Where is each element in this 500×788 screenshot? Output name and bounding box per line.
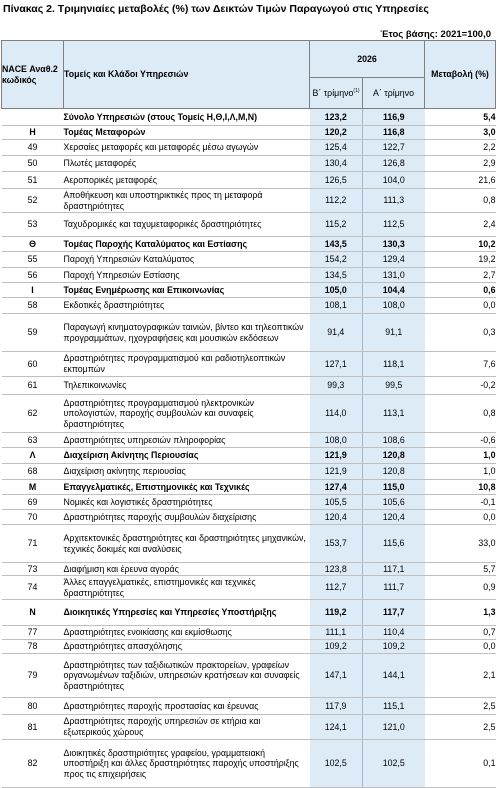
quarter-b-value-cell: 127,4 [310,480,363,495]
quarter-b-value-cell: 123,2 [310,109,363,126]
nace-code-cell: 52 [2,189,64,213]
quarter-a-value-cell: 120,8 [363,448,425,464]
quarter-b-value-cell: 154,2 [310,252,363,268]
quarter-b-value-cell: 91,4 [310,314,363,352]
quarter-a-value-cell: 108,6 [363,433,425,448]
quarter-b-value-cell: 114,0 [310,395,363,433]
quarter-a-value-cell: 99,5 [363,377,425,395]
quarter-a-value-cell: 117,1 [363,563,425,576]
change-value-cell: -0,2 [425,377,496,395]
quarter-b-value-cell: 126,5 [310,172,363,189]
quarter-b-value-cell: 153,7 [310,525,363,563]
header-quarter-b-note: (1) [353,87,360,94]
quarter-a-value-cell: 115,6 [363,525,425,563]
nace-code-cell: 69 [2,495,64,510]
table-row [2,268,496,283]
quarter-a-value-cell: 111,3 [363,189,425,213]
table-row [2,213,496,237]
quarter-b-value-cell: 112,7 [310,576,363,600]
sector-name-cell: Δραστηριότητες παροχής υπηρεσιών σε κτήρια και εξωτερικούς χώρους [64,715,310,740]
nace-code-cell: 73 [2,563,64,576]
sector-name-cell: Διοικητικές Υπηρεσίες και Υπηρεσίες Υποστήριξης [64,600,310,626]
quarter-a-value-cell: 120,4 [363,510,425,525]
sector-name-cell: Τηλεπικοινωνίες [64,377,310,395]
quarter-b-value-cell: 143,5 [310,237,363,252]
quarter-a-value-cell: 122,7 [363,140,425,156]
change-value-cell: 5,7 [425,563,496,576]
quarter-b-value-cell: 120,2 [310,126,363,140]
quarter-b-value-cell: 105,5 [310,495,363,510]
table-row [2,109,496,126]
quarter-a-value-cell: 91,1 [363,314,425,352]
quarter-a-value-cell: 116,8 [363,126,425,140]
change-value-cell: 2,5 [425,715,496,740]
sector-name-cell: Πλωτές μεταφορές [64,156,310,172]
quarter-a-value-cell: 108,0 [363,298,425,314]
change-value-cell: 0,8 [425,189,496,213]
table-row [2,283,496,298]
change-value-cell: 1,0 [425,464,496,480]
nace-code-cell: 59 [2,314,64,352]
sector-name-cell: Άλλες επαγγελματικές, επιστημονικές και τεχνικές δραστηριότητες [64,576,310,600]
quarter-a-value-cell: 130,3 [363,237,425,252]
quarter-a-value-cell: 118,1 [363,352,425,377]
change-value-cell: 33,0 [425,525,496,563]
quarter-b-value-cell: 105,0 [310,283,363,298]
table-row [2,314,496,352]
sector-name-cell: Διοικητικές δραστηριότητες γραφείου, γραμματειακή υποστήριξη και άλλες δραστηριότητες παροχής υποστήριξης προς τις επιχειρήσεις [64,740,310,788]
nace-code-cell: 82 [2,740,64,788]
change-value-cell: 3,0 [425,126,496,140]
quarter-a-value-cell: 121,0 [363,715,425,740]
quarter-b-value-cell: 112,2 [310,189,363,213]
header-quarter-b [310,78,363,109]
quarter-a-value-cell: 117,7 [363,600,425,626]
sector-name-cell: Χερσαίες μεταφορές και μεταφορές μέσω αγωγών [64,140,310,156]
quarter-a-value-cell: 104,4 [363,283,425,298]
table-row [2,156,496,172]
quarter-b-value-cell: 111,1 [310,626,363,640]
quarter-a-value-cell: 111,7 [363,576,425,600]
change-value-cell: 2,1 [425,654,496,698]
table-row [2,189,496,213]
nace-code-cell: N [2,600,64,626]
header-sector: Τομείς και Κλάδοι Υπηρεσιών [64,41,310,109]
change-value-cell: 1,0 [425,448,496,464]
change-value-cell: -0,1 [425,495,496,510]
nace-code-cell: 62 [2,395,64,433]
change-value-cell: 0,1 [425,740,496,788]
quarter-b-value-cell: 102,5 [310,740,363,788]
change-value-cell: 7,6 [425,352,496,377]
quarter-a-value-cell: 131,0 [363,268,425,283]
table-row [2,576,496,600]
change-value-cell: 0,7 [425,626,496,640]
base-year-note: Έτος βάσης: 2021=100,0 [380,29,491,40]
change-value-cell: 0,3 [425,314,496,352]
table-row [2,640,496,654]
nace-code-cell: 78 [2,640,64,654]
nace-code-cell: 70 [2,510,64,525]
quarter-a-value-cell: 115,0 [363,480,425,495]
table-row [2,172,496,189]
nace-code-cell: H [2,126,64,140]
table-row [2,377,496,395]
nace-code-cell: 61 [2,377,64,395]
price-index-table [1,40,496,788]
table-row [2,126,496,140]
sector-name-cell: Δραστηριότητες παροχής προστασίας και έρευνας [64,698,310,715]
sector-name-cell: Αεροπορικές μεταφορές [64,172,310,189]
sector-name-cell: Δραστηριότητες απασχόλησης [64,640,310,654]
sector-name-cell: Τομέας Ενημέρωσης και Επικοινωνίας [64,283,310,298]
table-row [2,433,496,448]
change-value-cell: 1,3 [425,600,496,626]
sector-name-cell: Τομέας Παροχής Καταλύματος και Εστίασης [64,237,310,252]
table-row [2,237,496,252]
nace-code-cell: 79 [2,654,64,698]
quarter-a-value-cell: 104,0 [363,172,425,189]
table-row [2,600,496,626]
header-nace-code: NACE Αναθ.2 κωδικός [2,41,64,109]
quarter-b-value-cell: 99,3 [310,377,363,395]
quarter-a-value-cell: 113,1 [363,395,425,433]
quarter-a-value-cell: 116,9 [363,109,425,126]
change-value-cell: 2,7 [425,268,496,283]
nace-code-cell: Λ [2,448,64,464]
change-value-cell: -0,6 [425,433,496,448]
table-row [2,626,496,640]
table-row [2,352,496,377]
table-row [2,252,496,268]
change-value-cell: 10,2 [425,237,496,252]
sector-name-cell: Δραστηριότητες προγραμματισμού και ραδιοτηλεοπτικών εκπομπών [64,352,310,377]
change-value-cell: 5,4 [425,109,496,126]
sector-name-cell: Τομέας Μεταφορών [64,126,310,140]
change-value-cell: 19,2 [425,252,496,268]
sector-name-cell: Δραστηριότητες ενοικίασης και εκμίσθωσης [64,626,310,640]
table-row [2,698,496,715]
quarter-b-value-cell: 124,1 [310,715,363,740]
sector-name-cell: Παροχή Υπηρεσιών Εστίασης [64,268,310,283]
change-value-cell: 0,0 [425,298,496,314]
change-value-cell: 2,4 [425,213,496,237]
table-row [2,480,496,495]
quarter-b-value-cell: 121,9 [310,464,363,480]
nace-code-cell: 74 [2,576,64,600]
table-row [2,715,496,740]
table-row [2,654,496,698]
change-value-cell: 0,0 [425,640,496,654]
nace-code-cell: Ι [2,283,64,298]
quarter-a-value-cell: 144,1 [363,654,425,698]
quarter-b-value-cell: 121,9 [310,448,363,464]
change-value-cell: 0,8 [425,395,496,433]
quarter-b-value-cell: 115,2 [310,213,363,237]
nace-code-cell: 49 [2,140,64,156]
table-row [2,740,496,788]
sector-name-cell: Αποθήκευση και υποστηρικτικές προς τη μεταφορά δραστηριότητες [64,189,310,213]
nace-code-cell: 53 [2,213,64,237]
sector-name-cell: Παραγωγή κινηματογραφικών ταινιών, βίντεο και τηλεοπτικών προγραμμάτων, ηχογραφήσεις και μουσικών εκδόσεων [64,314,310,352]
sector-name-cell: Εκδοτικές δραστηριότητες [64,298,310,314]
nace-code-cell: 51 [2,172,64,189]
change-value-cell: 10,8 [425,480,496,495]
header-quarter-b-label: Β΄ τρίμηνο [312,87,354,98]
quarter-a-value-cell: 126,8 [363,156,425,172]
quarter-a-value-cell: 115,1 [363,698,425,715]
change-value-cell: 0,9 [425,576,496,600]
table-row [2,510,496,525]
quarter-a-value-cell: 102,5 [363,740,425,788]
change-value-cell: 2,5 [425,698,496,715]
quarter-a-value-cell: 129,4 [363,252,425,268]
sector-name-cell: Νομικές και λογιστικές δραστηριότητες [64,495,310,510]
quarter-b-value-cell: 130,4 [310,156,363,172]
sector-name-cell: Επαγγελματικές, Επιστημονικές και Τεχνικές [64,480,310,495]
quarter-a-value-cell: 120,8 [363,464,425,480]
change-value-cell: 2,2 [425,140,496,156]
table-row [2,395,496,433]
table-row [2,464,496,480]
change-value-cell: 2,9 [425,156,496,172]
quarter-b-value-cell: 134,5 [310,268,363,283]
sector-name-cell: Δραστηριότητες προγραμματισμού ηλεκτρονικών υπολογιστών, παροχής συμβουλών και συναφείς δραστηριότητες [64,395,310,433]
quarter-b-value-cell: 108,1 [310,298,363,314]
nace-code-cell: 63 [2,433,64,448]
nace-code-cell: 55 [2,252,64,268]
table-row [2,140,496,156]
nace-code-cell [2,109,64,126]
quarter-a-value-cell: 105,6 [363,495,425,510]
sector-name-cell: Αρχιτεκτονικές δραστηριότητες και δραστηριότητες μηχανικών, τεχνικές δοκιμές και αναλύσεις [64,525,310,563]
change-value-cell: 21,6 [425,172,496,189]
quarter-b-value-cell: 109,2 [310,640,363,654]
quarter-b-value-cell: 147,1 [310,654,363,698]
quarter-b-value-cell: 125,4 [310,140,363,156]
sector-name-cell: Σύνολο Υπηρεσιών (στους Τομείς Η,Θ,Ι,Λ,Μ,Ν) [64,109,310,126]
nace-code-cell: Μ [2,480,64,495]
sector-name-cell: Δραστηριότητες των ταξιδιωτικών πρακτορείων, γραφείων οργανωμένων ταξιδιών, υπηρεσιών κρατήσεων και συναφείς δραστηριότητες [64,654,310,698]
table-row [2,298,496,314]
quarter-a-value-cell: 109,2 [363,640,425,654]
quarter-b-value-cell: 120,4 [310,510,363,525]
change-value-cell: 0,0 [425,510,496,525]
sector-name-cell: Δραστηριότητες παροχής συμβουλών διαχείρισης [64,510,310,525]
nace-code-cell: 58 [2,298,64,314]
quarter-b-value-cell: 117,9 [310,698,363,715]
table-row [2,448,496,464]
quarter-b-value-cell: 119,2 [310,600,363,626]
table-row [2,525,496,563]
nace-code-cell: 60 [2,352,64,377]
header-change: Μεταβολή (%) [425,41,496,109]
quarter-b-value-cell: 127,1 [310,352,363,377]
change-value-cell: 0,6 [425,283,496,298]
nace-code-cell: 81 [2,715,64,740]
quarter-b-value-cell: 108,0 [310,433,363,448]
nace-code-cell: 50 [2,156,64,172]
quarter-a-value-cell: 112,5 [363,213,425,237]
nace-code-cell: 80 [2,698,64,715]
table-body [2,109,496,788]
sector-name-cell: Παροχή Υπηρεσιών Καταλύματος [64,252,310,268]
sector-name-cell: Ταχυδρομικές και ταχυμεταφορικές δραστηριότητες [64,213,310,237]
sector-name-cell: Διαχείριση ακίνητης περιουσίας [64,464,310,480]
nace-code-cell: 77 [2,626,64,640]
nace-code-cell: 71 [2,525,64,563]
nace-code-cell: 56 [2,268,64,283]
table-title: Πίνακας 2. Τριμηνιαίες μεταβολές (%) των Δεικτών Τιμών Παραγωγού στις Υπηρεσίες [3,3,429,15]
header-year: 2026 [310,41,425,78]
table-row [2,563,496,576]
quarter-a-value-cell: 110,4 [363,626,425,640]
sector-name-cell: Δραστηριότητες υπηρεσιών πληροφορίας [64,433,310,448]
nace-code-cell: Θ [2,237,64,252]
table-row [2,495,496,510]
nace-code-cell: 68 [2,464,64,480]
header-quarter-a: Α΄ τρίμηνο [363,78,425,109]
sector-name-cell: Διαχείριση Ακίνητης Περιουσίας [64,448,310,464]
sector-name-cell: Διαφήμιση και έρευνα αγοράς [64,563,310,576]
quarter-b-value-cell: 123,8 [310,563,363,576]
